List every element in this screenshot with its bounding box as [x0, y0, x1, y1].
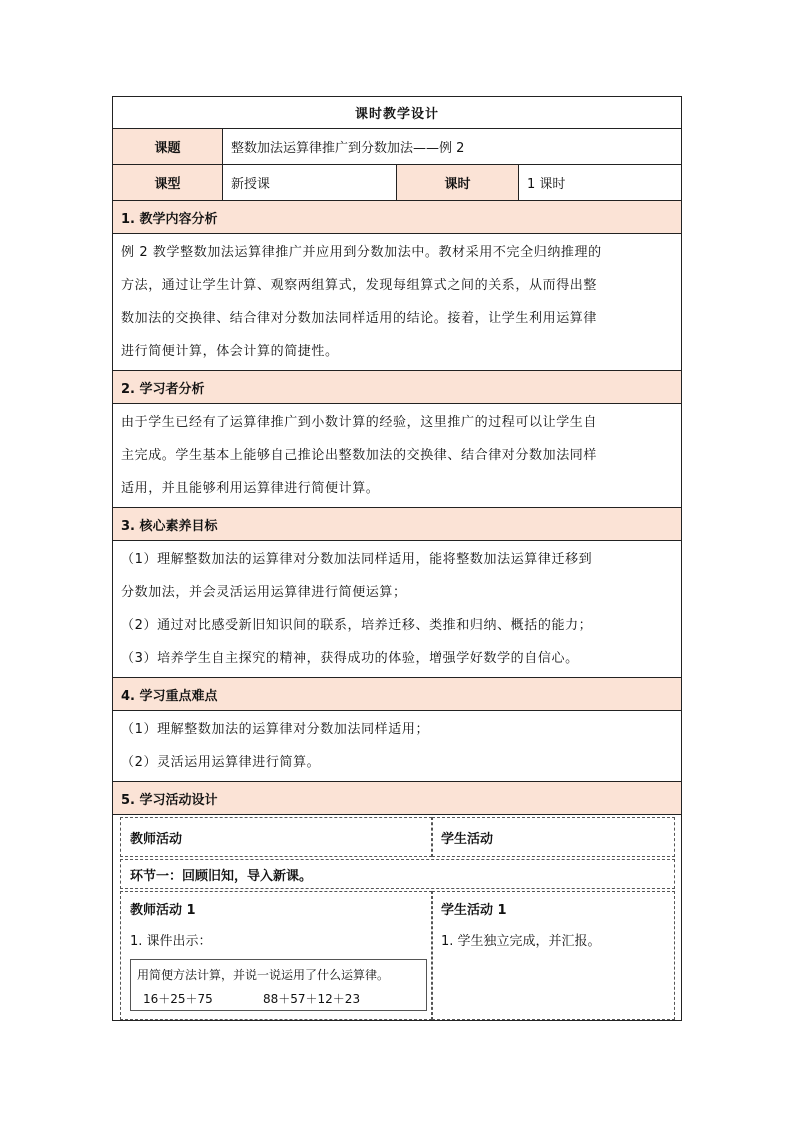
- key-line: （2）灵活运用运算律进行简算。: [121, 755, 321, 770]
- goal-line: （2）通过对比感受新旧知识间的联系，培养迁移、类推和归纳、概括的能力；: [121, 618, 593, 633]
- section-heading-learner: 2. 学习者分析: [113, 371, 682, 404]
- learner-line: 适用，并且能够利用运算律进行简便计算。: [121, 481, 380, 496]
- key-line: （1）理解整数加法的运算律对分数加法同样适用；: [121, 722, 430, 737]
- teacher-activity-item: 1. 课件出示：: [130, 934, 212, 949]
- section-heading-content: 1. 教学内容分析: [113, 201, 682, 234]
- content-line: 例 2 教学整数加法运算律推广并应用到分数加法中。教材采用不完全归纳推理的: [121, 245, 602, 260]
- goal-line: （1）理解整数加法的运算律对分数加法同样适用，能将整数加法运算律迁移到: [121, 552, 593, 567]
- learner-line: 主完成。学生基本上能够自己推论出整数加法的交换律、结合律对分数加法同样: [121, 448, 598, 463]
- learner-line: 由于学生已经有了运算律推广到小数计算的经验，这里推广的过程可以让学生自: [121, 415, 598, 430]
- topic-label: 课题: [113, 129, 223, 165]
- lesson-plan-table: [112, 96, 682, 1021]
- student-activity-title: 学生活动 1: [441, 903, 507, 918]
- courseware-expression: 16＋25＋75: [143, 992, 213, 1006]
- core-goals: [113, 541, 682, 678]
- type-value: 新授课: [223, 165, 397, 201]
- content-line: 进行简便计算，体会计算的简捷性。: [121, 344, 339, 359]
- activity-design: [113, 815, 682, 1021]
- topic-value: 整数加法运算律推广到分数加法——例 2: [223, 129, 682, 165]
- content-line: 方法，通过让学生计算、观察两组算式，发现每组算式之间的关系，从而得出整: [121, 278, 598, 293]
- section-heading-activity: 5. 学习活动设计: [113, 782, 682, 815]
- type-label: 课型: [113, 165, 223, 201]
- student-activity-item: 1. 学生独立完成，并汇报。: [441, 934, 601, 949]
- period-value: 1 课时: [519, 165, 682, 201]
- content-line: 数加法的交换律、结合律对分数加法同样适用的结论。接着，让学生利用运算律: [121, 311, 598, 326]
- goal-line: 分数加法，并会灵活运用运算律进行简便运算；: [121, 585, 407, 600]
- lesson-plan: [112, 96, 681, 1021]
- stage-title: 环节一：回顾旧知，导入新课。: [130, 869, 313, 884]
- content-analysis: [113, 234, 682, 371]
- section-heading-goals: 3. 核心素养目标: [113, 508, 682, 541]
- period-label: 课时: [397, 165, 519, 201]
- key-points: [113, 711, 682, 782]
- courseware-instruction: 用简便方法计算，并说一说运用了什么运算律。: [137, 968, 390, 982]
- teacher-col-header: 教师活动: [130, 832, 183, 847]
- section-heading-key-points: 4. 学习重点难点: [113, 678, 682, 711]
- goal-line: （3）培养学生自主探究的精神，获得成功的体验，增强学好数学的自信心。: [121, 651, 579, 666]
- student-col-header: 学生活动: [441, 832, 494, 847]
- learner-analysis: [113, 404, 682, 508]
- page-title: 课时教学设计: [113, 97, 682, 129]
- courseware-expression: 88＋57＋12＋23: [263, 992, 361, 1006]
- teacher-activity-title: 教师活动 1: [130, 903, 196, 918]
